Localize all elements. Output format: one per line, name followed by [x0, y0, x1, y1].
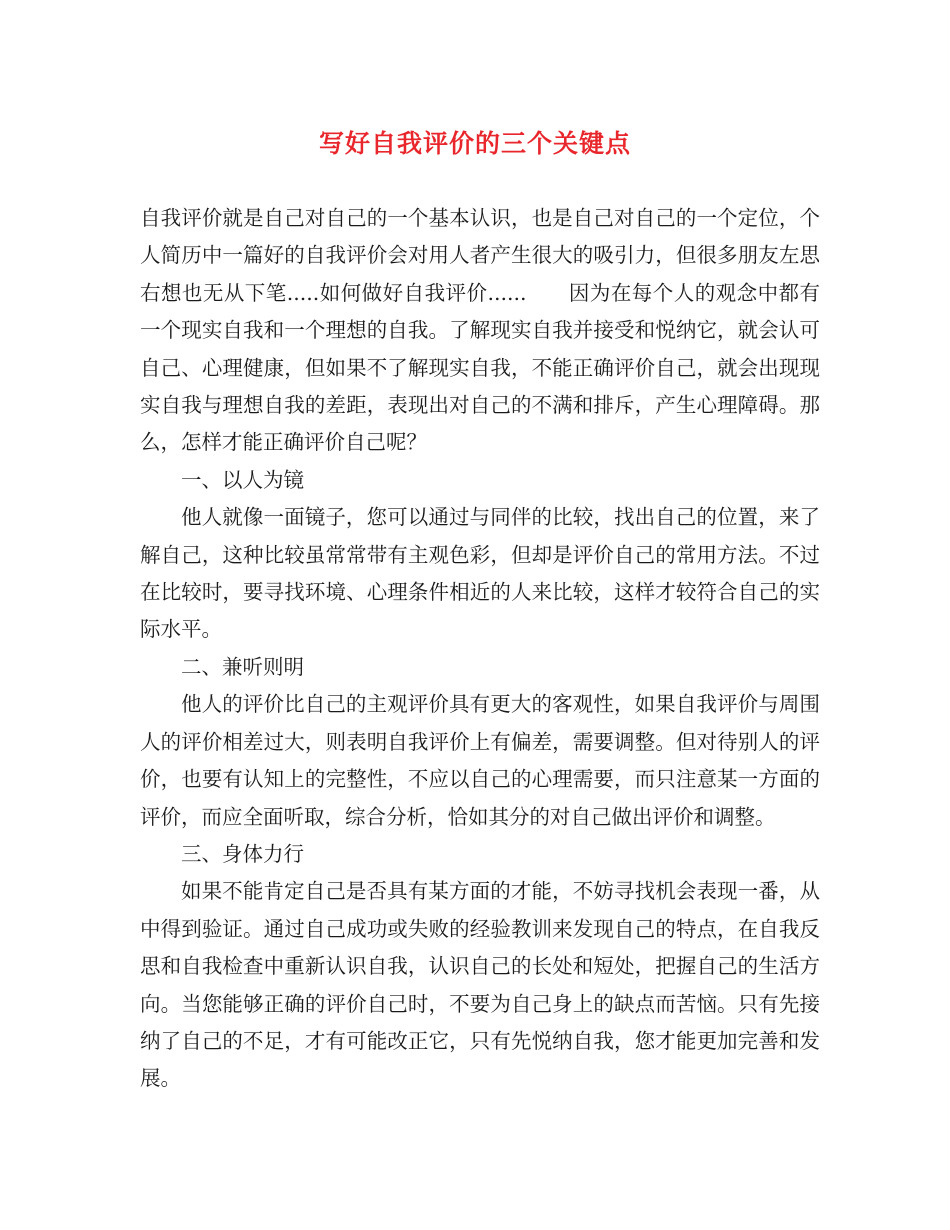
page-title: 写好自我评价的三个关键点	[318, 129, 631, 158]
section-paragraph-1: 他人就像一面镜子，您可以通过与同伴的比较，找出自己的位置，来了解自己，这种比较虽常常带有主观色彩，但却是评价自己的常用方法。不过在比较时，要寻找环境、心理条件相近的人来比较，这样才较符合自己的实际水平。	[140, 505, 820, 642]
section-heading-3: 三、身体力行	[181, 841, 304, 866]
document-body	[140, 200, 820, 1098]
section-paragraph-3: 如果不能肯定自己是否具有某方面的才能，不妨寻找机会表现一番，从中得到验证。通过自己成功或失败的经验教训来发现自己的特点，在自我反思和自我检查中重新认识自我，认识自己的长处和短处，把握自己的生活方向。当您能够正确的评价自己时，不要为自己身上的缺点而苦恼。只有先接纳了自己的不足，才有可能改正它，只有先悦纳自我，您才能更加完善和发展。	[140, 879, 820, 1091]
intro-paragraph: 自我评价就是自己对自己的一个基本认识，也是自己对自己的一个定位，个人简历中一篇好的自我评价会对用人者产生很大的吸引力，但很多朋友左思右想也无从下笔.....如何做好自我评价...... 因为在每个人的观念中都有一个现实自我和一个理想的自我。了解现实自我并接受和悦纳它，就会认可自己、心理健康，但如果不了解现实自我，不能正确评价自己，就会出现现实自我与理想自我的差距，表现出对自己的不满和排斥，产生心理障碍。那么，怎样才能正确评价自己呢？	[140, 206, 820, 455]
section-heading-2: 二、兼听则明	[181, 654, 304, 679]
section-heading-1: 一、以人为镜	[181, 467, 304, 492]
section-paragraph-2: 他人的评价比自己的主观评价具有更大的客观性，如果自我评价与周围人的评价相差过大，则表明自我评价上有偏差，需要调整。但对待别人的评价，也要有认知上的完整性，不应以自己的心理需要，而只注意某一方面的评价，而应全面听取，综合分析，恰如其分的对自己做出评价和调整。	[140, 692, 820, 829]
